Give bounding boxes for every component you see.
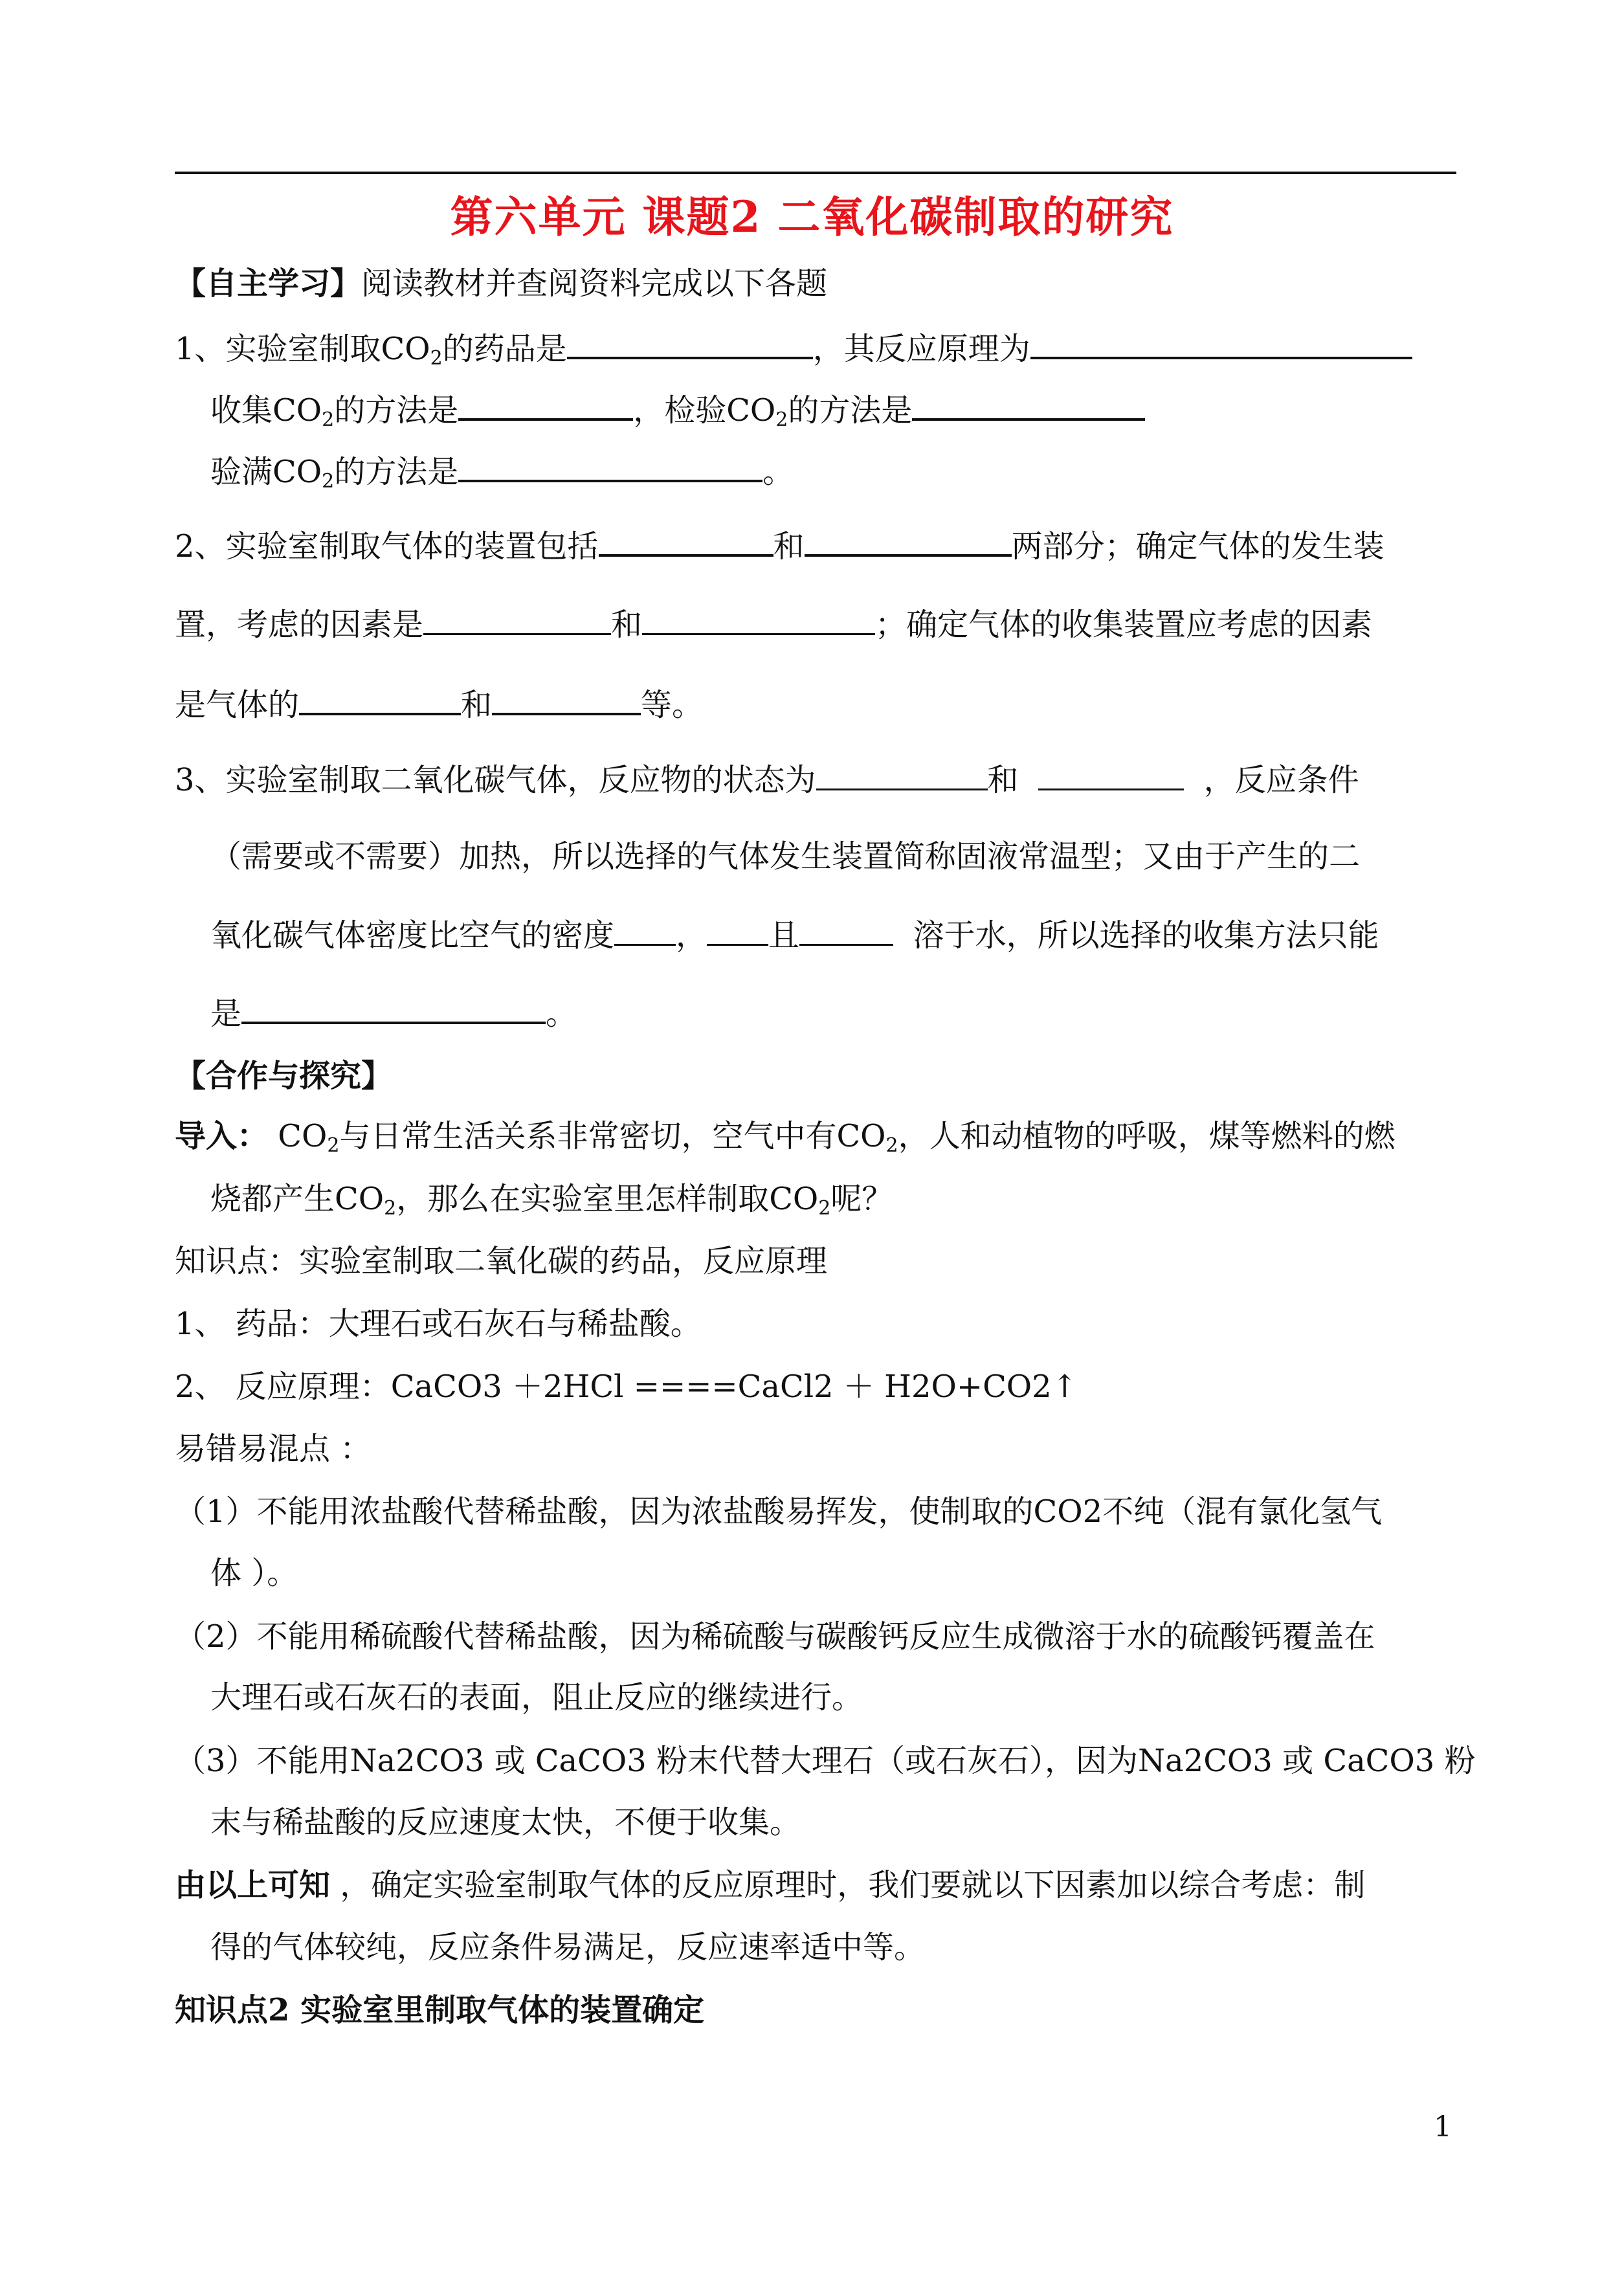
- q3-blank-3[interactable]: [614, 914, 676, 946]
- q3-text-h: 溶于水，所以选择的收集方法只能: [913, 917, 1379, 954]
- kp1-heading: 知识点：实验室制取二氧化碳的药品，反应原理: [175, 1243, 828, 1279]
- q2-text-e: 和: [611, 607, 643, 643]
- q3-text-c: ，反应条件: [1203, 762, 1359, 798]
- q2-blank-1[interactable]: [599, 524, 773, 557]
- q1-text-e2: 的方法是: [334, 454, 459, 490]
- intro-line-1: [175, 1117, 1396, 1165]
- q1-text-d2: 的方法是: [788, 392, 913, 429]
- q1-text-f: 。: [762, 454, 794, 490]
- q3-line-1: [175, 759, 1359, 800]
- q3-text-d: （需要或不需要）加热，所以选择的气体发生装置简称固液常温型；又由于产生的二: [210, 838, 1361, 875]
- q2-blank-2[interactable]: [805, 524, 1012, 557]
- q3-blank-6[interactable]: [241, 992, 546, 1024]
- q2-text-h: 和: [461, 687, 493, 723]
- header-rule: [175, 172, 1456, 174]
- q2-blank-5[interactable]: [299, 683, 461, 715]
- intro-label: 导入：: [175, 1118, 269, 1154]
- q3-text-j: 。: [546, 996, 577, 1032]
- q1-line-1: [175, 327, 1412, 378]
- kp1-mistakes-label: 易错易混点 ：: [175, 1431, 372, 1467]
- kp1-mistake-2b: 大理石或石灰石的表面，阻止反应的继续进行。: [210, 1679, 863, 1716]
- intro-sub: 2: [885, 1134, 898, 1157]
- kp1-mistake-3a: （3）不能用Na2CO3 或 CaCO3 粉末代替大理石（或石灰石），因为Na2CO3 或 CaCO3 粉: [175, 1743, 1476, 1779]
- intro-text-f: 呢？: [830, 1181, 893, 1217]
- q1-text-d: ，检验CO: [633, 392, 776, 429]
- intro-text-c: ，人和动植物的呼吸，煤等燃料的燃: [898, 1118, 1396, 1154]
- q2-text-a: 2、实验室制取气体的装置包括: [175, 528, 599, 565]
- conclusion-line-2: 得的气体较纯，反应条件易满足，反应速率适中等。: [210, 1929, 926, 1965]
- q2-line-2: [175, 603, 1372, 644]
- q1-text-c2: 的方法是: [334, 392, 459, 429]
- self-study-intro: 阅读教材并查阅资料完成以下各题: [361, 265, 828, 302]
- intro-text-e: ，那么在实验室里怎样制取CO: [396, 1181, 819, 1217]
- intro-text-b: 与日常生活关系非常密切，空气中有CO: [339, 1118, 886, 1154]
- q2-text-d: 置，考虑的因素是: [175, 607, 424, 643]
- self-study-line: [175, 264, 827, 303]
- intro-text-d: 烧都产生CO: [210, 1181, 384, 1217]
- kp1-item-2: 2、 反应原理：CaCO3 ＋2HCl ====CaCl2 ＋ H2O+CO2↑: [175, 1369, 1078, 1405]
- q1-text-e: 验满CO: [210, 454, 322, 490]
- kp1-item-1: 1、 药品：大理石或石灰石与稀盐酸。: [175, 1306, 702, 1342]
- q1-text-a2: 的药品是: [442, 331, 567, 367]
- intro-sub: 2: [327, 1134, 340, 1157]
- kp1-mistake-2a: （2）不能用稀硫酸代替稀盐酸，因为稀硫酸与碳酸钙反应生成微溶于水的硫酸钙覆盖在: [175, 1618, 1375, 1655]
- q1-line-3: [210, 450, 794, 501]
- q3-line-2: [210, 837, 1360, 876]
- q1-blank-full[interactable]: [458, 450, 762, 482]
- self-study-heading: 【自主学习】: [175, 265, 362, 302]
- conclusion-line-1: [175, 1866, 1365, 1905]
- q2-text-g: 是气体的: [175, 687, 300, 723]
- coop-heading: 【合作与探究】: [175, 1058, 393, 1094]
- q1-sub: 2: [322, 408, 335, 431]
- q3-blank-5[interactable]: [799, 914, 893, 946]
- q3-line-4: [210, 992, 577, 1033]
- q2-line-3: [175, 683, 703, 724]
- conclusion-label: 由以上可知: [175, 1867, 331, 1903]
- q1-text-c: 收集CO: [210, 392, 322, 429]
- intro-line-2: [210, 1180, 893, 1228]
- q1-blank-collect[interactable]: [458, 388, 633, 421]
- q3-text-g: 且: [768, 917, 800, 954]
- kp2-heading: 知识点2 实验室里制取气体的装置确定: [175, 1992, 705, 2028]
- q1-sub: 2: [775, 408, 788, 431]
- conclusion-text-a: ，确定实验室制取气体的反应原理时，我们要就以下因素加以综合考虑：制: [330, 1867, 1366, 1903]
- q3-text-a: 3、实验室制取二氧化碳气体，反应物的状态为: [175, 762, 816, 798]
- q2-blank-3[interactable]: [423, 603, 611, 635]
- q3-text-i: 是: [210, 996, 242, 1032]
- q3-text-f: ，: [676, 917, 707, 954]
- q2-text-f: ；确定气体的收集装置应考虑的因素: [875, 607, 1373, 643]
- q2-line-1: [175, 524, 1385, 566]
- q1-sub: 2: [322, 470, 335, 493]
- q2-text-c: 两部分；确定气体的发生装: [1011, 528, 1385, 565]
- page-title: 第六单元 课题2 二氧化碳制取的研究: [450, 192, 1174, 242]
- q3-text-e: 氧化碳气体密度比空气的密度: [210, 917, 615, 954]
- q1-text-b: ，其反应原理为: [812, 331, 1030, 367]
- kp1-mistake-1b: 体 ）。: [210, 1555, 298, 1591]
- q1-blank-test[interactable]: [912, 388, 1145, 421]
- q2-blank-6[interactable]: [492, 683, 641, 715]
- q3-line-3: [210, 914, 1379, 955]
- intro-sub: 2: [818, 1197, 831, 1220]
- q1-text-a: 1、实验室制取CO: [175, 331, 430, 367]
- q1-blank-principle[interactable]: [1030, 327, 1412, 359]
- q2-text-b: 和: [773, 528, 805, 565]
- q1-sub: 2: [430, 347, 443, 370]
- q2-text-i: 等。: [641, 687, 704, 723]
- q3-blank-1[interactable]: [816, 759, 988, 790]
- q2-blank-4[interactable]: [642, 603, 875, 635]
- kp1-mistake-1a: （1）不能用浓盐酸代替稀盐酸，因为浓盐酸易挥发，使制取的CO2不纯（混有氯化氢气: [175, 1493, 1383, 1530]
- q1-blank-reagents[interactable]: [567, 327, 813, 359]
- q3-blank-2[interactable]: [1038, 759, 1184, 790]
- intro-sub: 2: [384, 1197, 397, 1220]
- q1-line-2: [210, 388, 1145, 440]
- q3-blank-4[interactable]: [707, 914, 768, 946]
- page-number: 1: [1434, 2110, 1452, 2143]
- q3-text-b: 和: [987, 762, 1019, 798]
- kp1-mistake-3b: 末与稀盐酸的反应速度太快，不便于收集。: [210, 1804, 801, 1840]
- intro-text-a: CO: [278, 1118, 328, 1154]
